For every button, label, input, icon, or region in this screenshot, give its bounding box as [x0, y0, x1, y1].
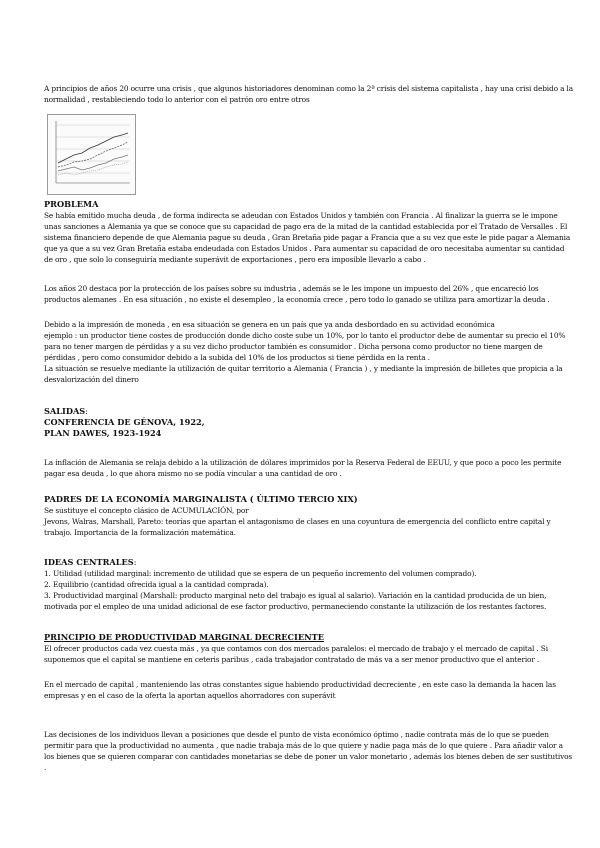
intro-paragraph	[44, 83, 574, 105]
ideas-item-2: 2. Equilibrio (cantidad ofrecida igual a la cantidad comprada).	[44, 580, 269, 590]
ideas-colon: :	[133, 557, 137, 567]
problema-paragraph-2: Los años 20 destaca por la protección de los países sobre su industria , además se le les impone un impuesto del 26% , que encareció los productos alemanes . En esa situación , no existe el desempleo , la economía crece , pero todo lo ganado se utiliza para amortizar la deuda .	[44, 284, 550, 305]
salidas-dawes: PLAN DAWES, 1923-1924	[44, 428, 162, 439]
principio-section	[44, 632, 574, 665]
problema-paragraph-2-block	[44, 283, 574, 305]
principio-paragraph-2-block	[44, 679, 574, 701]
principio-paragraph-3-block	[44, 729, 574, 773]
principio-paragraph-3: Las decisiones de los individuos llevan a posiciones que desde el punto de vista económico óptimo , nadie contrata más de lo que se pueden permitir para que la productividad no aumenta , que nadie trabaja más de lo que quiere y nadie paga más de lo que quiere . Para añadir valor a los bienes que se quieren comparar con cantidades monetarias se debe de poner un valor monetario , además los bienes deben de ser sustitutivos .	[44, 730, 573, 773]
problema-paragraph-3c: La situación se resuelve mediante la utilización de quitar territorio a Alemania ( Francia ) , y mediante la impresión de billetes que propicia a la desvalorización del dinero	[44, 364, 563, 385]
salidas-section	[44, 406, 574, 439]
padres-line-1: Se sustituye el concepto clásico de ACUMULACIÓN, por	[44, 506, 249, 516]
problema-heading: PROBLEMA	[44, 199, 99, 209]
problema-paragraph-3-block	[44, 319, 574, 386]
problema-paragraph-3b: ejemplo : un productor tiene costes de producción donde dicho coste sube un 10%, por lo tanto el productor debe de aumentar su precio el 10% para no tener margen de pérdidas y a su vez dicho productor también es consumidor . Dicha persona como productor no tiene margen de pérdidas , pero como consumidor debido a la subida del 10% de los productos si tiene pérdida en la renta .	[44, 331, 566, 363]
principio-heading: PRINCIPIO DE PRODUCTIVIDAD MARGINAL DECRECIENTE	[44, 632, 324, 642]
chart-thumbnail-image	[47, 114, 136, 195]
problema-paragraph-1: Se había emitido mucha deuda , de forma indirecta se adeudan con Estados Unidos y también con Francia . Al finalizar la guerra se le impone unas sanciones a Alemania ya que se conoce que su capacidad de pago era de la mitad de la cantidad establecida por el Tratado de Versalles . El sistema financiero depende de que Alemania pague su deuda , Gran Bretaña pide pagar a Francia que a su vez que este le pide pagar a Alemania que ya que a su vez Gran Bretaña estaba endeudada con Estados Unidos . Para aumentar su capacidad de oro necesitaba aumentar su cantidad de oro , que solo lo conseguiría mediante superávit de exportaciones , pero era imposible llevarlo a cabo .	[44, 211, 571, 265]
padres-section	[44, 494, 574, 538]
ideas-section	[44, 557, 574, 612]
salidas-genova: CONFERENCIA DE GÉNOVA, 1922,	[44, 417, 205, 428]
ideas-heading: IDEAS CENTRALES	[44, 557, 134, 567]
ideas-item-3: 3. Productividad marginal (Marshall: producto marginal neto del trabajo es igual al salario). Variación en la cantidad producida de un bien, motivada por el empleo de una unidad adicional de ese factor productivo, permaneciendo constante la utilización de los restantes factores.	[44, 591, 547, 612]
ideas-item-1: 1. Utilidad (utilidad marginal: incremento de utilidad que se espera de un pequeño incremento del volumen comprado).	[44, 569, 477, 579]
problema-section	[44, 199, 574, 266]
principio-paragraph-1: El ofrecer productos cada vez cuesta más , ya que contamos con dos mercados paralelos: el mercado de trabajo y el mercado de capital . Si suponemos que el capital se mantiene en ceteris paribus , cada trabajador contratado de más va a ser menor productivo que el anterior .	[44, 644, 548, 665]
principio-paragraph-2: En el mercado de capital , manteniendo las otras constantes sigue habiendo productividad decreciente , en este caso la demanda la hacen las empresas y en el caso de la oferta la aportan aquellos ahorradores con superávit	[44, 680, 556, 701]
salidas-heading: SALIDAS	[44, 406, 86, 416]
problema-paragraph-3a: Debido a la impresión de moneda , en esa situación se genera en un país que ya anda desbordado en su actividad económica	[44, 320, 495, 329]
padres-line-2: Jevons, Walras, Marshall, Pareto: teorías que apartan el antagonismo de clases en una coyuntura de emergencia del conflicto entre capital y trabajo. Importancia de la formalización matemática.	[44, 517, 551, 538]
intro-text: A principios de años 20 ocurre una crisis , que algunos historiadores denominan como la 2ª crisis del sistema capitalista , hay una crisi debido a la normalidad , restableciendo todo lo anterior con el patrón oro entre otros	[44, 84, 573, 105]
inflacion-paragraph	[44, 457, 574, 479]
padres-heading: PADRES DE LA ECONOMÍA MARGINALISTA ( ÚLTIMO TERCIO XIX)	[44, 494, 358, 504]
salidas-colon: :	[85, 406, 88, 416]
inflacion-text: La inflación de Alemania se relaja debido a la utilización de dólares imprimidos por la Reserva Federal de EEUU, y que poco a poco les permite pagar esa deuda , lo que ahora mismo no se podía vincular a una cantidad de oro .	[44, 458, 562, 479]
